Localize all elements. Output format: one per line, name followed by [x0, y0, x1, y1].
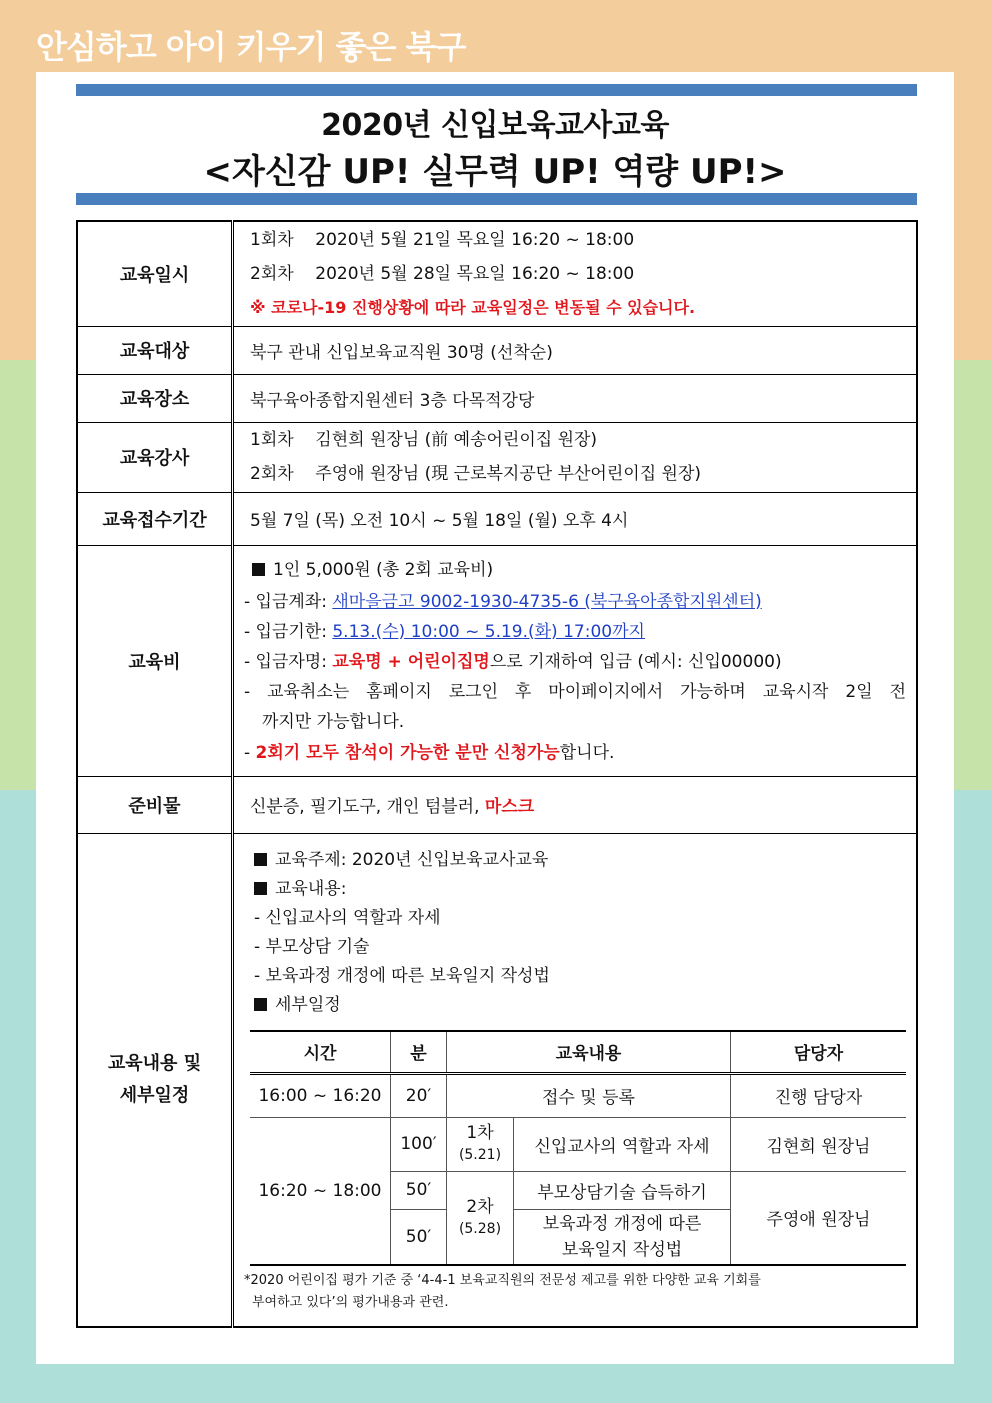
title-bar-bottom	[76, 193, 917, 205]
topic-item: - 부모상담 기술	[254, 936, 370, 957]
label-registration: 교육접수기간	[77, 492, 233, 545]
label-venue: 교육장소	[77, 374, 233, 422]
label-schedule: 교육일시	[77, 221, 233, 326]
row-fee: 교육비 1인 5,000원 (총 2회 교육비) - 입금계좌: 새마을금고 9002-1930-4735-6 (북구육아종합지원센터) - 입금기한: 5.13.(수) 10:00 ~ 5.19.(화) 17:00까지 - 입금자명: 교육명 + 어린이집명으로 기재하여 입금 (예시: 신입00000) - 교육취소는 홈페이지 로그인 후 마이페이지에서 가능하며 교육시작 2일 전 까지만 가능합니다. - 2회기 모두 참석이 가능한 분만 신청가능합니다.	[77, 545, 917, 776]
bullet-square-icon	[254, 882, 267, 895]
cancel-policy: - 교육취소는 홈페이지 로그인 후 마이페이지에서 가능하며 교육시작 2일 전	[244, 681, 906, 702]
title-bar-top	[76, 84, 917, 96]
bullet-square-icon	[254, 853, 267, 866]
slogan-banner: 안심하고 아이 키우기 좋은 북구	[36, 28, 466, 66]
registration-value: 5월 7일 (목) 오전 10시 ~ 5월 18일 (월) 오후 4시	[233, 492, 918, 545]
header-content: 교육내용	[447, 1031, 731, 1074]
detail-title: 세부일정	[275, 994, 341, 1015]
deposit-deadline-link[interactable]: 5.13.(수) 10:00 ~ 5.19.(화) 17:00까지	[332, 621, 645, 642]
row-target	[77, 326, 917, 374]
schedule-row: 16:00 ~ 16:20 20′ 접수 및 등록 진행 담당자	[250, 1073, 906, 1117]
covid-notice: ※ 코로나-19 진행상황에 따라 교육일정은 변동될 수 있습니다.	[250, 297, 696, 317]
info-table	[76, 220, 918, 1328]
education-theme: 교육주제: 2020년 신입보육교사교육	[275, 849, 549, 870]
header-person: 담당자	[731, 1031, 907, 1074]
instructor-1: 1회차 김현희 원장님 (前 예송어린이집 원장)	[250, 430, 598, 450]
bullet-square-icon	[252, 563, 265, 576]
venue-value: 북구육아종합지원센터 3층 다목적강당	[233, 374, 918, 422]
label-content-1: 교육내용 및	[107, 1052, 202, 1074]
bank-account-link[interactable]: 새마을금고 9002-1930-4735-6 (북구육아종합지원센터)	[332, 591, 762, 612]
topic-item: - 보육과정 개정에 따른 보육일지 작성법	[254, 965, 550, 986]
cancel-policy-cont: 까지만 가능합니다.	[262, 711, 405, 732]
supplies-value: 신분증, 필기도구, 개인 텀블러,	[250, 797, 485, 817]
session-2-date: 2회차 2020년 5월 28일 목요일 16:20 ~ 18:00	[250, 263, 635, 284]
depositor-name-format: 교육명 + 어린이집명	[332, 651, 490, 672]
label-instructors: 교육강사	[77, 422, 233, 492]
fee-summary: 1인 5,000원 (총 2회 교육비)	[273, 559, 494, 580]
label-supplies: 준비물	[77, 776, 233, 833]
header-minutes: 분	[391, 1031, 447, 1074]
row-instructors	[77, 422, 917, 492]
label-fee: 교육비	[77, 545, 233, 776]
evaluation-note: *2020 어린이집 평가 기준 중 ‘4-4-1 보육교직원의 전문성 제고를 위한 다양한 교육 기회를 부여하고 있다’의 평가내용과 관련.	[244, 1273, 761, 1310]
topics-title: 교육내용:	[275, 878, 347, 899]
bullet-square-icon	[254, 998, 267, 1011]
row-content	[77, 833, 917, 1327]
label-target: 교육대상	[77, 326, 233, 374]
instructor-2: 2회차 주영애 원장님 (現 근로복지공단 부산어린이집 원장)	[250, 464, 701, 484]
document-sheet	[36, 72, 954, 1364]
schedule-row: 50′ 보육과정 개정에 따른 보육일지 작성법	[250, 1209, 906, 1265]
session-1-date: 1회차 2020년 5월 21일 목요일 16:20 ~ 18:00	[250, 229, 635, 250]
header-time: 시간	[250, 1031, 391, 1074]
schedule-table	[250, 1030, 906, 1267]
schedule-header-row	[250, 1031, 906, 1074]
document-title: 2020년 신입보육교사교육	[321, 108, 669, 143]
row-venue	[77, 374, 917, 422]
topic-item: - 신입교사의 역할과 자세	[254, 907, 441, 928]
row-schedule	[77, 221, 917, 326]
document-subtitle: <자신감 UP! 실무력 UP! 역량 UP!>	[203, 152, 787, 192]
row-registration	[77, 492, 917, 545]
attendance-condition: 2회기 모두 참석이 가능한 분만 신청가능	[255, 742, 560, 763]
label-content-2: 세부일정	[119, 1084, 190, 1106]
row-supplies	[77, 776, 917, 833]
schedule-row: 16:20 ~ 18:00 100′ 1차 (5.21) 신입교사의 역할과 자세 김현희 원장님	[250, 1117, 906, 1171]
schedule-row: 50′ 2차 (5.28) 부모상담기술 습득하기 주영애 원장님	[250, 1171, 906, 1209]
supplies-mask: 마스크	[484, 797, 535, 817]
target-value: 북구 관내 신입보육교직원 30명 (선착순)	[233, 326, 918, 374]
